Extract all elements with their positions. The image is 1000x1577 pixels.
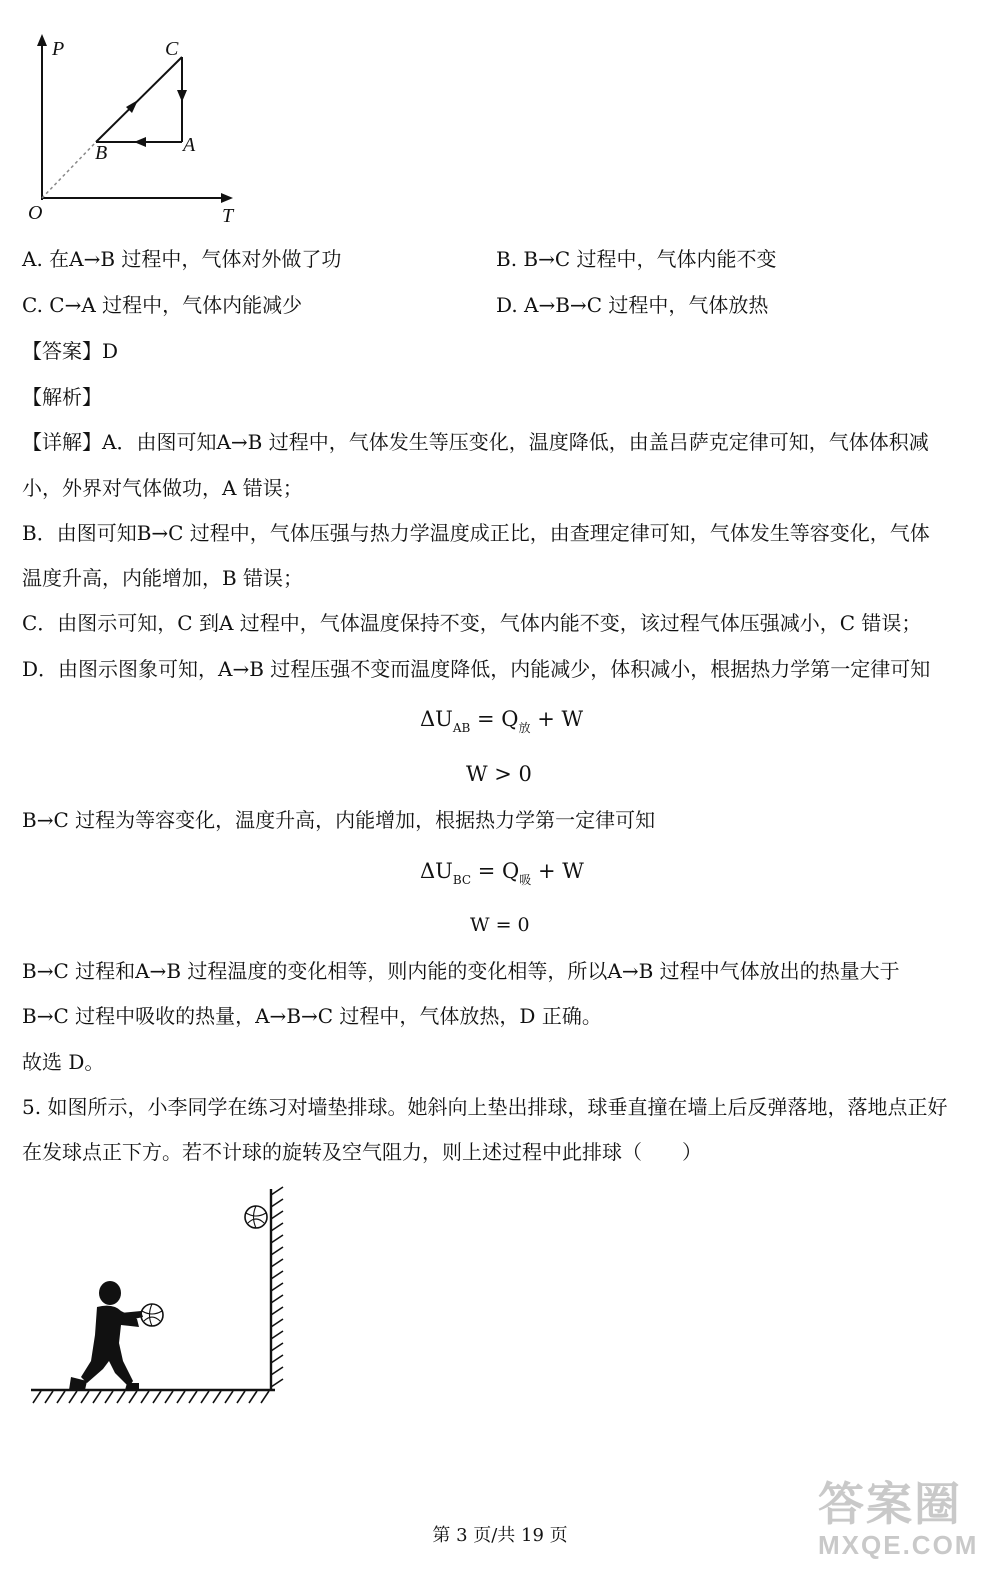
watermark <box>818 1478 978 1560</box>
option-d: D. A→B→C 过程中，气体放热 <box>496 293 769 317</box>
analysis-b-line2: 温度升高，内能增加，B 错误； <box>22 566 304 590</box>
analysis-bc-line: B→C 过程为等容变化，温度升高，内能增加，根据热力学第一定律可知 <box>22 808 656 832</box>
path-b-to-c <box>96 57 182 142</box>
equation-3: $\Delta U_{BC} = Q_吸 + W$ <box>420 859 584 887</box>
volleyball-illustration <box>25 1185 300 1407</box>
watermark-logo-text: 答案圈 <box>818 1478 962 1530</box>
option-a: A. 在A→B 过程中，气体对外做了功 <box>22 247 342 271</box>
extension-dashed-line <box>42 142 96 198</box>
axis-p-label: P <box>52 38 65 60</box>
arrow-a-to-b <box>134 137 146 147</box>
wall-hatching <box>271 1187 283 1387</box>
conclusion-line1: B→C 过程和A→B 过程温度的变化相等，则内能的变化相等，所以A→B 过程中气体放出的热量大于 <box>22 959 900 983</box>
answer: 【答案】D <box>22 339 119 363</box>
point-c-label: C <box>165 38 179 60</box>
point-a-label: A <box>183 134 196 156</box>
equation-4: W = 0 <box>470 914 530 936</box>
analysis-c-line: C．由图示可知，C 到A 过程中，气体温度保持不变，气体内能不变，该过程气体压强减小，C 错误； <box>22 611 922 635</box>
question5-line2: 在发球点正下方。若不计球的旋转及空气阻力，则上述过程中此排球（ ） <box>22 1140 702 1164</box>
volleyball-at-wall <box>245 1206 267 1228</box>
option-b: B. B→C 过程中，气体内能不变 <box>496 247 777 271</box>
arrow-c-to-a <box>177 90 187 102</box>
t-axis-arrow <box>221 193 233 203</box>
ground-hatching <box>33 1391 269 1403</box>
point-b-label: B <box>95 142 108 164</box>
analysis-title: 【解析】 <box>22 385 102 409</box>
equation-2: W > 0 <box>466 762 532 786</box>
player-silhouette-icon <box>69 1281 143 1390</box>
option-c: C. C→A 过程中，气体内能减少 <box>22 293 303 317</box>
analysis-a-line1: 【详解】A．由图可知A→B 过程中，气体发生等压变化，温度降低，由盖吕萨克定律可知，气体体积减 <box>22 430 929 454</box>
page-footer: 第 3 页/共 19 页 <box>432 1525 568 1546</box>
question5-line1: 5. 如图所示，小李同学在练习对墙垫排球。她斜向上垫出排球，球垂直撞在墙上后反弹落地，落地点正好 <box>22 1095 948 1119</box>
watermark-url: MXQE.COM <box>818 1530 979 1560</box>
equation-1: $\Delta U_{AB} = Q_放 + W$ <box>420 707 584 735</box>
conclusion-line2: B→C 过程中吸收的热量，A→B→C 过程中，气体放热，D 正确。 <box>22 1004 602 1028</box>
analysis-b-line1: B．由图可知B→C 过程中，气体压强与热力学温度成正比，由查理定律可知，气体发生等容变化，气体 <box>22 521 930 545</box>
origin-label: O <box>28 202 43 224</box>
final-choice: 故选 D。 <box>22 1050 105 1074</box>
volleyball-at-hands <box>141 1304 163 1326</box>
analysis-d-line: D．由图示图象可知，A→B 过程压强不变而温度降低，内能减少，体积减小，根据热力学第一定律可知 <box>22 657 931 681</box>
p-axis-arrow <box>37 34 47 46</box>
analysis-a-line2: 小，外界对气体做功，A 错误； <box>22 476 303 500</box>
axis-t-label: T <box>222 205 234 227</box>
